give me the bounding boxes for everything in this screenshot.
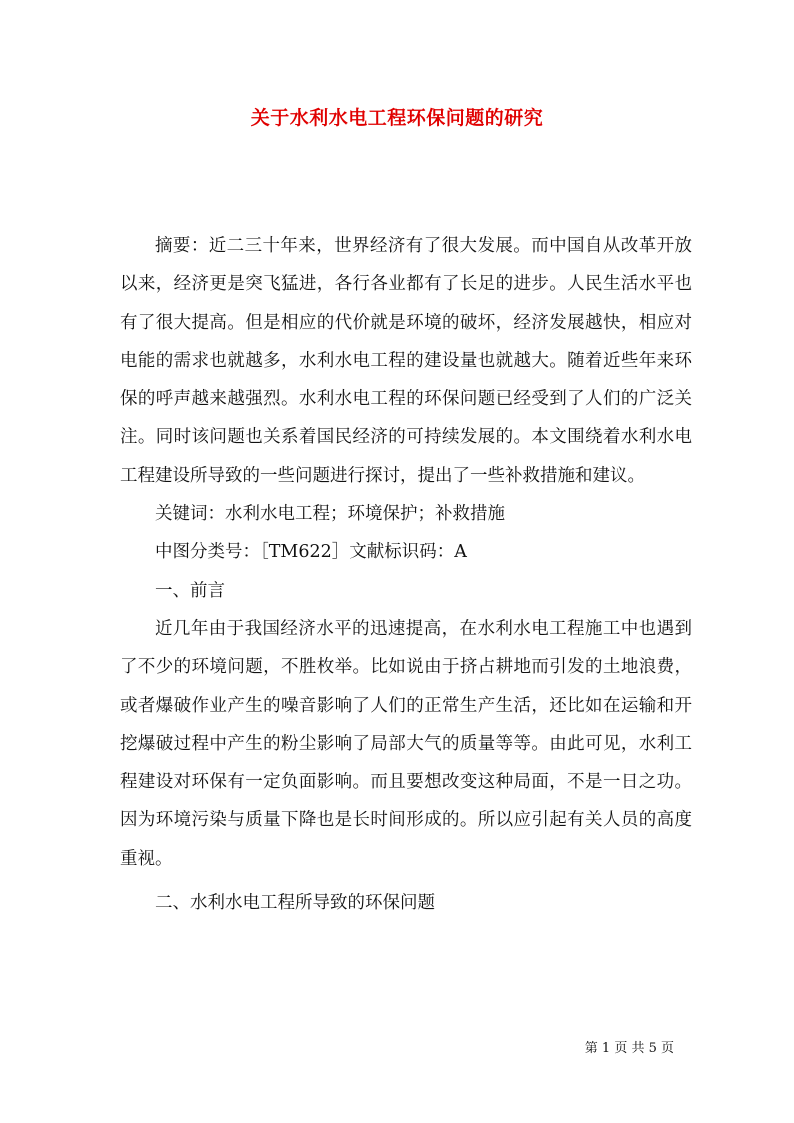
keywords-line: 关键词：水利水电工程；环境保护；补救措施 [155,504,505,525]
document-body [120,227,692,922]
section-heading-environmental-issues: 二、水利水电工程所导致的环保问题 [155,893,435,914]
classification-line: 中图分类号：［TM622］文献标识码：A [155,542,467,563]
page-number-footer: 第 1 页 共 5 页 [584,1041,674,1056]
document-title: 关于水利水电工程环保问题的研究 [250,107,544,129]
section-heading-introduction: 一、前言 [155,580,225,601]
introduction-paragraph: 近几年由于我国经济水平的迅速提高，在水利水电工程施工中也遇到了不少的环境问题，不胜枚举。比如说由于挤占耕地而引发的土地浪费，或者爆破作业产生的噪音影响了人们的正常生产生活，还比如在运输和开挖爆破过程中产生的粉尘影响了局部大气的质量等等。由此可见，水利工程建设对环保有一定负面影响。而且要想改变这种局面，不是一日之功。因为环境污染与质量下降也是长时间形成的。所以应引起有关人员的高度重视。 [120,618,692,869]
abstract-paragraph: 摘要：近二三十年来，世界经济有了很大发展。而中国自从改革开放以来，经济更是突飞猛进，各行各业都有了长足的进步。人民生活水平也有了很大提高。但是相应的代价就是环境的破坏，经济发展越快，相应对电能的需求也就越多，水利水电工程的建设量也就越大。随着近些年来环保的呼声越来越强烈。水利水电工程的环保问题已经受到了人们的广泛关注。同时该问题也关系着国民经济的可持续发展的。本文围绕着水利水电工程建设所导致的一些问题进行探讨，提出了一些补救措施和建议。 [120,236,692,486]
